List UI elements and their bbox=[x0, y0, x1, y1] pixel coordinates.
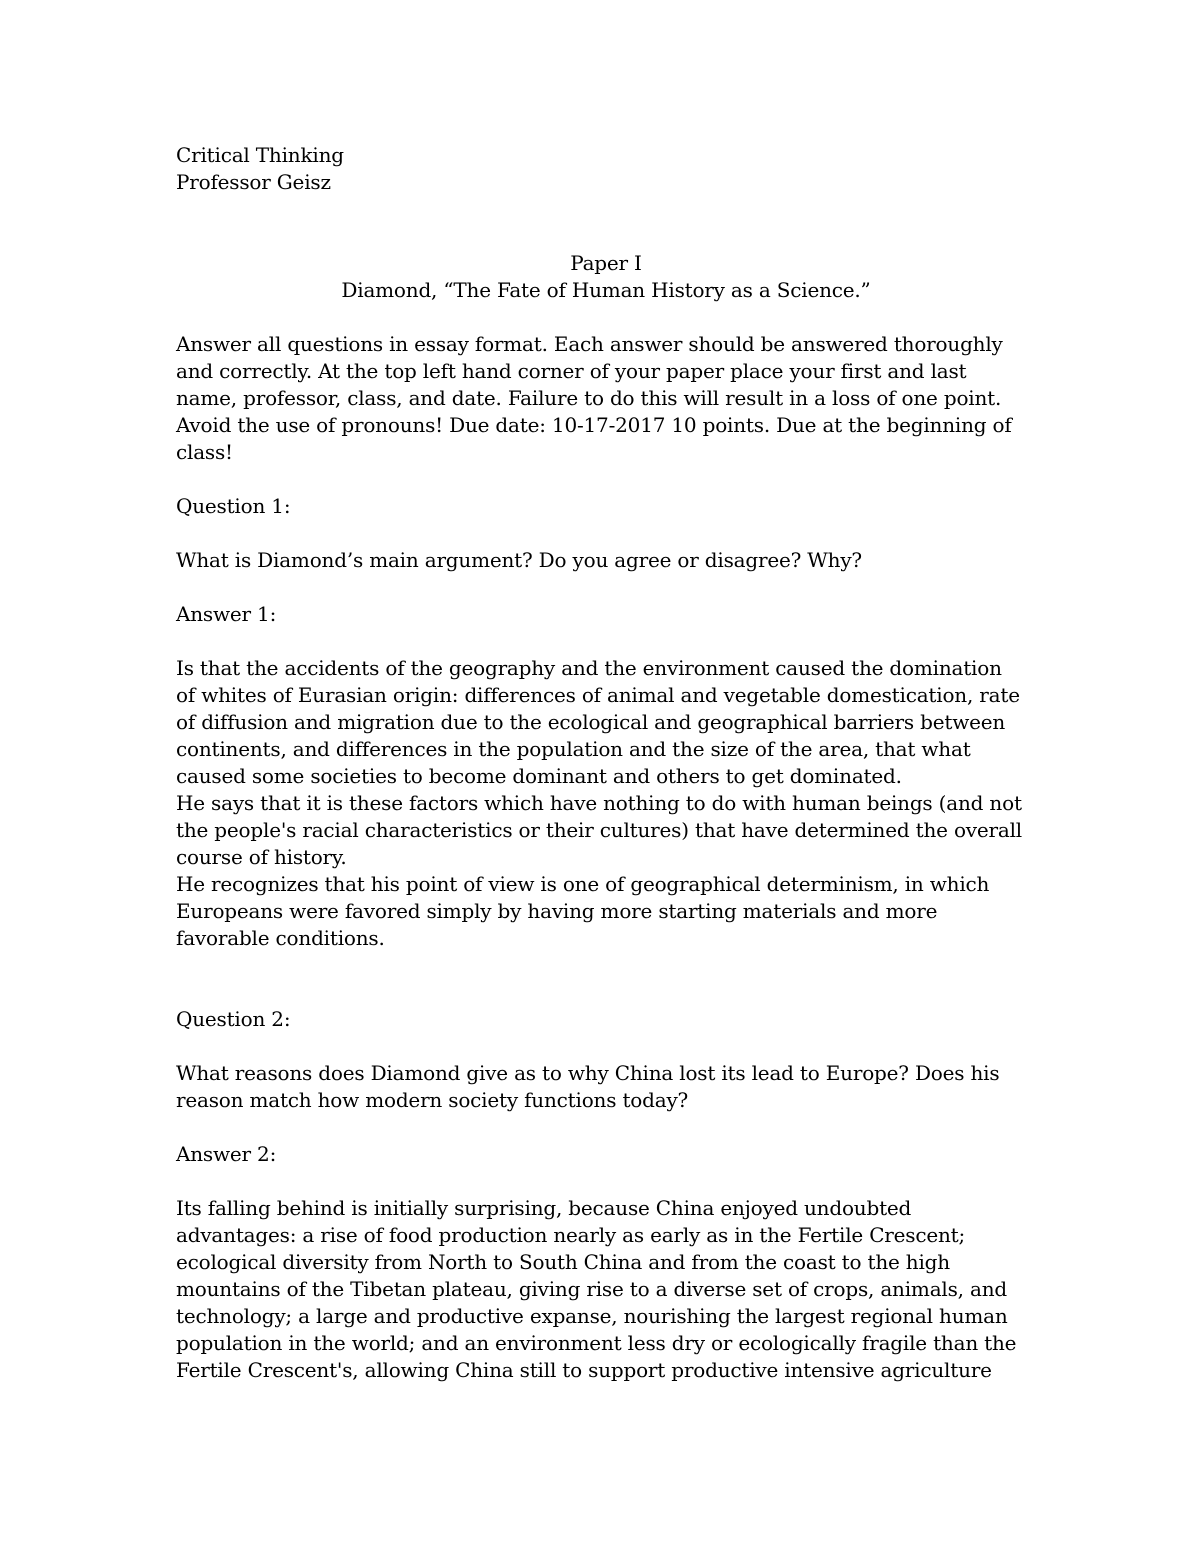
paper-title: Paper I bbox=[570, 251, 642, 275]
question-1-label: Question 1: bbox=[176, 494, 291, 518]
document-page bbox=[176, 142, 1036, 1384]
answer-1-paragraph-2: He says that it is these factors which have nothing to do with human beings (and not the people's racial characteristics or their cultures) that have determined the overall course of history. bbox=[176, 791, 1022, 869]
answer-2-paragraph-1: Its falling behind is initially surprising, because China enjoyed undoubted advantages: a rise of food production nearly as early as in the Fertile Crescent; ecological diversity from North to South China and from the coast to the high mountains of the Tibetan plateau, giving rise to a diverse set of crops, animals, and technology; a large and productive expanse, nourishing the largest regional human population in the world; and an environment less dry or ecologically fragile than the Fertile Crescent's, allowing China still to support productive intensive agriculture bbox=[176, 1196, 1017, 1382]
answer-1-paragraph-3: He recognizes that his point of view is one of geographical determinism, in which Europeans were favored simply by having more starting materials and more favorable conditions. bbox=[176, 872, 990, 950]
question-2-label: Question 2: bbox=[176, 1007, 291, 1031]
answer-1-label: Answer 1: bbox=[176, 602, 277, 626]
question-1-text: What is Diamond’s main argument? Do you agree or disagree? Why? bbox=[176, 548, 862, 572]
instructions: Answer all questions in essay format. Each answer should be answered thoroughly and correctly. At the top left hand corner of your paper place your first and last name, professor, class, and date. Failure to do this will result in a loss of one point. Avoid the use of pronouns! Due date: 10-17-2017 10 points. Due at the beginning of class! bbox=[176, 332, 1012, 464]
course-name: Critical Thinking bbox=[176, 143, 344, 167]
paper-subtitle: Diamond, “The Fate of Human History as a Science.” bbox=[341, 278, 871, 302]
professor-name: Professor Geisz bbox=[176, 170, 331, 194]
title-block bbox=[176, 250, 1036, 304]
answer-1-paragraph-1: Is that the accidents of the geography and the environment caused the domination of whites of Eurasian origin: differences of animal and vegetable domestication, rate of diffusion and migration due to the ecological and geographical barriers between continents, and differences in the population and the size of the area, that what caused some societies to become dominant and others to get dominated. bbox=[176, 656, 1020, 788]
question-2-text: What reasons does Diamond give as to why China lost its lead to Europe? Does his reason match how modern society functions today? bbox=[176, 1061, 1000, 1112]
answer-2-label: Answer 2: bbox=[176, 1142, 277, 1166]
